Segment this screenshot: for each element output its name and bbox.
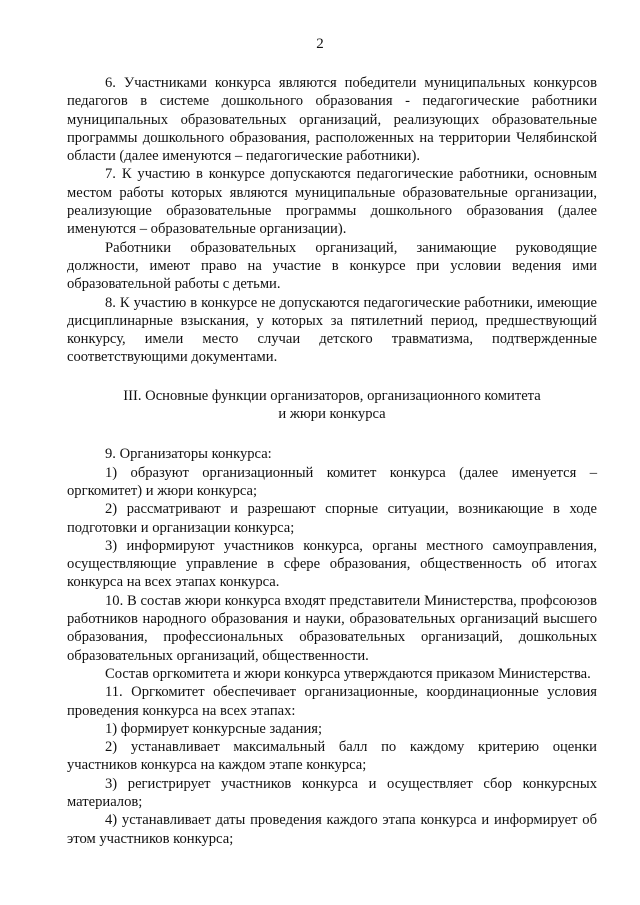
paragraph-managers: Работники образовательных организаций, занимающие руководящие должности, имеют право на участие в конкурсе при условии ведения ими образовательной работы с детьми. bbox=[67, 239, 597, 293]
section-heading-line-1: III. Основные функции организаторов, организационного комитета bbox=[123, 387, 541, 404]
paragraph-9-item-2: 2) рассматривают и разрешают спорные ситуации, возникающие в ходе подготовки и организации конкурса; bbox=[67, 501, 597, 536]
paragraph-10: 10. В состав жюри конкурса входят представители Министерства, профсоюзов работников народного образования и науки, образовательных организаций высшего образования, профессиональных образовательных организаций, дошкольных образовательных организаций, общественности. bbox=[67, 592, 597, 664]
paragraph-11-item-2: 2) устанавливает максимальный балл по каждому критерию оценки участников конкурса на каждом этапе конкурса; bbox=[67, 739, 597, 774]
paragraph-11-item-4: 4) устанавливает даты проведения каждого этапа конкурса и информирует об этом участников конкурса; bbox=[67, 812, 597, 847]
paragraph-10-approval: Состав оргкомитета и жюри конкурса утверждаются приказом Министерства. bbox=[105, 665, 591, 682]
paragraph-9-item-3: 3) информируют участников конкурса, органы местного самоуправления, осуществляющие управление в сфере образования, общественность об итогах конкурса на всех этапах конкурса. bbox=[67, 537, 597, 591]
paragraph-9-item-1: 1) образуют организационный комитет конкурса (далее именуется – оргкомитет) и жюри конкурса; bbox=[67, 464, 597, 499]
page-number: 2 bbox=[316, 36, 324, 52]
paragraph-7: 7. К участию в конкурсе допускаются педагогические работники, основным местом работы которых являются муниципальные образовательные организации, реализующие образовательные программы дошкольного образования (далее именуются – образовательные организации). bbox=[67, 166, 597, 238]
paragraph-11-item-3: 3) регистрирует участников конкурса и осуществляет сбор конкурсных материалов; bbox=[67, 775, 597, 810]
section-heading-line-2: и жюри конкурса bbox=[278, 406, 386, 423]
paragraph-6: 6. Участниками конкурса являются победители муниципальных конкурсов педагогов в системе дошкольного образования - педагогические работники муниципальных образовательных организаций, реализующих образовательные программы дошкольного образования, расположенных на территории Челябинской области (далее именуются – педагогические работники). bbox=[67, 75, 597, 165]
paragraph-9: 9. Организаторы конкурса: bbox=[105, 446, 272, 463]
paragraph-8: 8. К участию в конкурсе не допускаются педагогические работники, имеющие дисциплинарные взыскания, у которых за пятилетний период, предшествующий конкурсу, имели место случаи детского травматизма, подтвержденные соответствующими документами. bbox=[67, 294, 597, 366]
section-heading bbox=[67, 387, 597, 424]
document-body bbox=[67, 74, 597, 848]
paragraph-11: 11. Оргкомитет обеспечивает организационные, координационные условия проведения конкурса на всех этапах: bbox=[67, 684, 597, 719]
paragraph-11-item-1: 1) формирует конкурсные задания; bbox=[105, 720, 323, 737]
